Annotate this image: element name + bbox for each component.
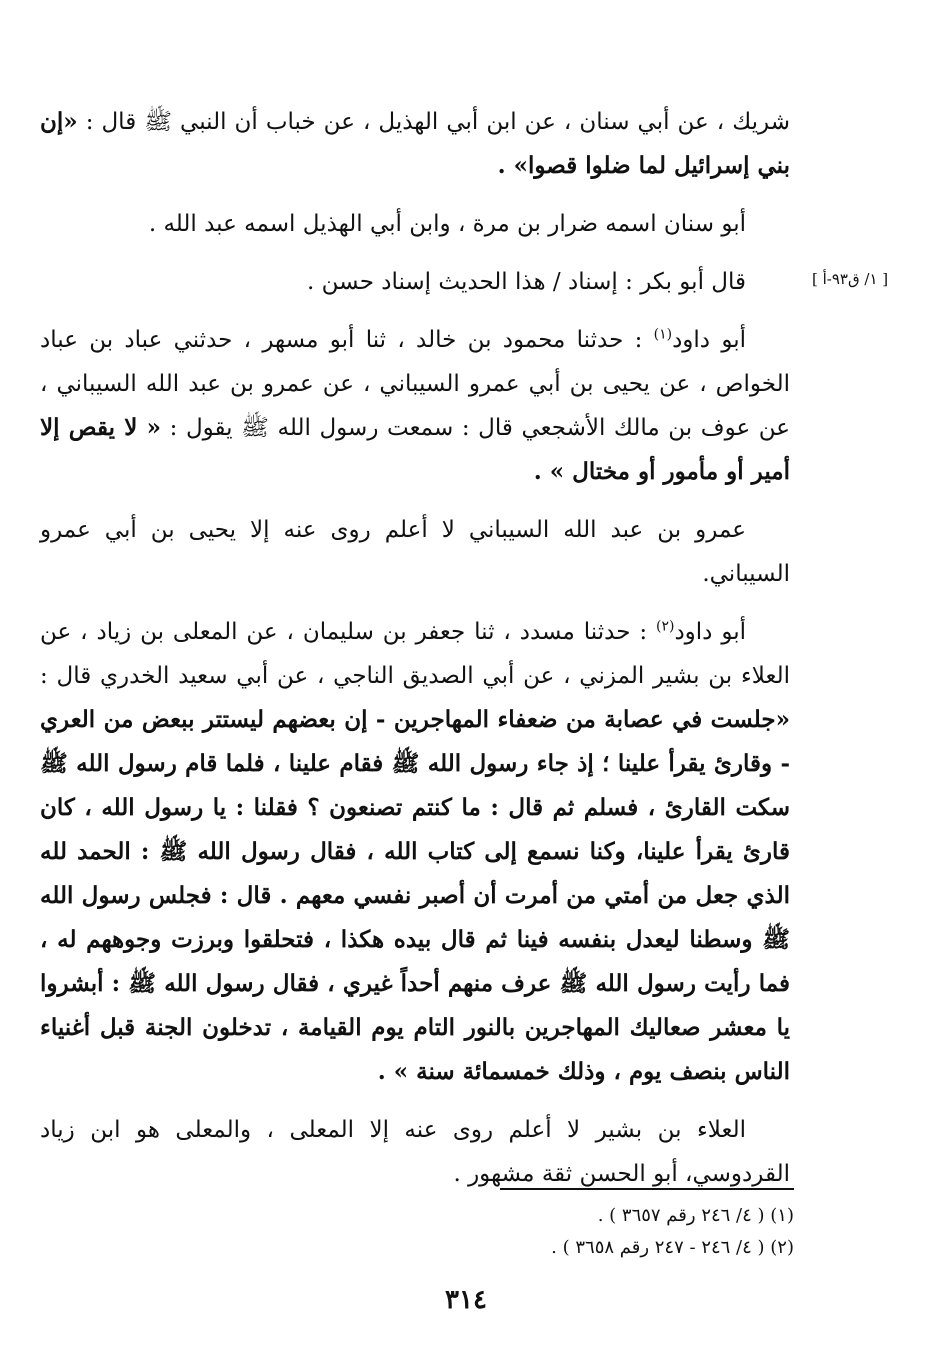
paragraph-text: قال أبو بكر : إسناد / هذا الحديث إسناد حسن . bbox=[307, 269, 746, 295]
paragraph-text: عمرو بن عبد الله السيباني لا أعلم روى عنه إلا يحيى بن أبي عمرو السيباني. bbox=[40, 517, 790, 587]
paragraph-3 bbox=[40, 260, 790, 304]
paragraph-text: العلاء بن بشير لا أعلم روى عنه إلا المعلى ، والمعلى هو ابن زياد القردوسي، أبو الحسن ثقة مشهور . bbox=[40, 1117, 790, 1187]
footnote-marker-2[interactable]: (٢) bbox=[655, 618, 675, 635]
page-number: ٣١٤ bbox=[445, 1285, 487, 1315]
footnote-divider bbox=[500, 1188, 794, 1190]
paragraph-1 bbox=[40, 100, 790, 188]
paragraph-text: أبو سنان اسمه ضرار بن مرة ، وابن أبي الهذيل اسمه عبد الله . bbox=[148, 211, 746, 237]
paragraph-text: أبو داود bbox=[674, 619, 746, 645]
footnote-1: (١) ( ٤/ ٢٤٦ رقم ٣٦٥٧ ) . bbox=[597, 1205, 794, 1226]
main-text bbox=[40, 100, 790, 1210]
hadith-quote: « لا يقص إلا أمير أو مأمور أو مختال » . bbox=[40, 414, 790, 485]
paragraph-text: : حدثنا محمود بن خالد ، ثنا أبو مسهر ، حدثني عباد بن عباد الخواص ، عن يحيى بن أبي عمرو السيباني ، عن عمرو بن عبد الله السيباني ، عن عوف بن مالك الأشجعي قال : سمعت رسول الله ﷺ يقول : bbox=[40, 327, 790, 441]
paragraph-5 bbox=[40, 508, 790, 596]
paragraph-text: أبو داود bbox=[672, 327, 746, 353]
footnotes bbox=[300, 1200, 794, 1264]
paragraph-7 bbox=[40, 1108, 790, 1196]
hadith-quote: «إن بني إسرائيل لما ضلوا قصوا» . bbox=[40, 108, 790, 179]
paragraph-6 bbox=[40, 610, 790, 1094]
footnote-marker-1[interactable]: (١) bbox=[653, 326, 673, 343]
footnote-2: (٢) ( ٤/ ٢٤٦ - ٢٤٧ رقم ٣٦٥٨ ) . bbox=[551, 1237, 794, 1258]
hadith-quote: «جلست في عصابة من ضعفاء المهاجرين - إن بعضهم ليستتر ببعض من العري - وقارئ يقرأ علينا ؛ إذ جاء رسول الله ﷺ فقام علينا ، فلما قام رسول الله ﷺ سكت القارئ ، فسلم ثم قال : ما كنتم تصنعون ؟ فقلنا : يا رسول الله ، كان قارئ يقرأ علينا، وكنا نسمع إلى كتاب الله ، فقال رسول الله ﷺ : الحمد لله الذي جعل من أمتي من أمرت أن أصبر نفسي معهم . قال : فجلس رسول الله ﷺ وسطنا ليعدل بنفسه فينا ثم قال بيده هكذا ، فتحلقوا وبرزت وجوههم له ، فما رأيت رسول الله ﷺ عرف منهم أحداً غيري ، فقال رسول الله ﷺ : أبشروا يا معشر صعاليك المهاجرين بالنور التام يوم القيامة ، تدخلون الجنة قبل أغنياء الناس بنصف يوم ، وذلك خمسمائة سنة » . bbox=[40, 706, 790, 1085]
paragraph-2 bbox=[40, 202, 790, 246]
paragraph-text: شريك ، عن أبي سنان ، عن ابن أبي الهذيل ، عن خباب أن النبي ﷺ قال : bbox=[77, 109, 790, 135]
manuscript-folio-reference: [ ١/ ق٩٣-أ ] bbox=[812, 270, 889, 288]
paragraph-4 bbox=[40, 318, 790, 494]
paragraph-text: : حدثنا مسدد ، ثنا جعفر بن سليمان ، عن المعلى بن زياد ، عن العلاء بن بشير المزني ، عن أبي الصديق الناجي ، عن أبي سعيد الخدري قال : bbox=[40, 619, 790, 689]
